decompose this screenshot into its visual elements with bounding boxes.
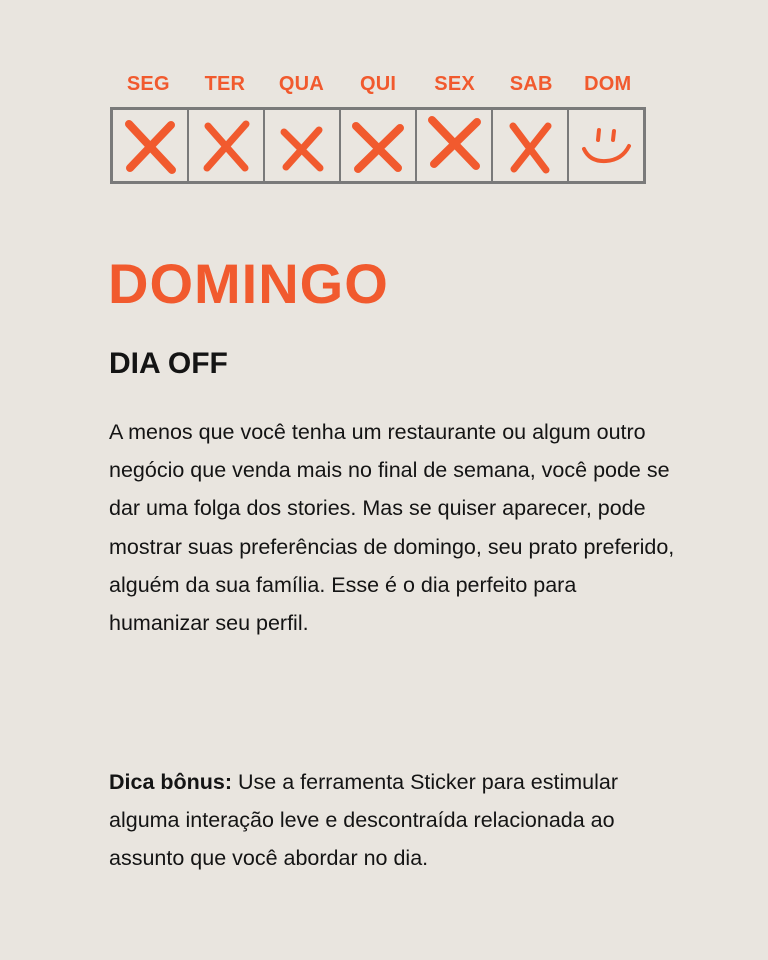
day-labels-row	[110, 70, 646, 98]
x-mark-icon	[500, 116, 560, 176]
day-cell-dom	[569, 110, 643, 181]
day-cell-ter	[189, 110, 265, 181]
page-title: DOMINGO	[108, 252, 389, 315]
x-mark-icon	[120, 116, 180, 176]
day-grid	[110, 107, 646, 184]
day-label-qua: QUA	[278, 73, 324, 95]
x-mark-icon	[348, 116, 408, 176]
smiley-icon	[576, 116, 636, 176]
day-label-seg: SEG	[126, 73, 170, 95]
day-label-ter: TER	[204, 73, 246, 95]
day-label-qui: QUI	[359, 73, 397, 95]
page-subtitle: DIA OFF	[109, 347, 228, 380]
day-cell-seg	[113, 110, 189, 181]
day-cell-qua	[265, 110, 341, 181]
day-cell-qui	[341, 110, 417, 181]
bonus-tip-text: Use a ferramenta Sticker para estimular alguma interação leve e descontraída relacionada ao assunto que você abordar no dia.	[109, 770, 618, 871]
day-cell-sex	[417, 110, 493, 181]
day-label-sab: SAB	[509, 73, 553, 95]
day-label-sex: SEX	[434, 73, 475, 95]
week-tracker	[110, 70, 646, 184]
x-mark-icon	[422, 114, 486, 178]
day-label-dom: DOM	[584, 73, 632, 95]
x-mark-icon	[196, 116, 256, 176]
day-cell-sab	[493, 110, 569, 181]
x-mark-icon	[272, 116, 332, 176]
bonus-tip	[109, 763, 679, 878]
bonus-tip-label: Dica bônus:	[109, 770, 233, 794]
body-paragraph: A menos que você tenha um restaurante ou algum outro negócio que venda mais no final de semana, você pode se dar uma folga dos stories. Mas se quiser aparecer, pode mostrar suas preferências de domingo, seu prato preferido, alguém da sua família. Esse é o dia perfeito para humanizar seu perfil.	[109, 420, 675, 636]
